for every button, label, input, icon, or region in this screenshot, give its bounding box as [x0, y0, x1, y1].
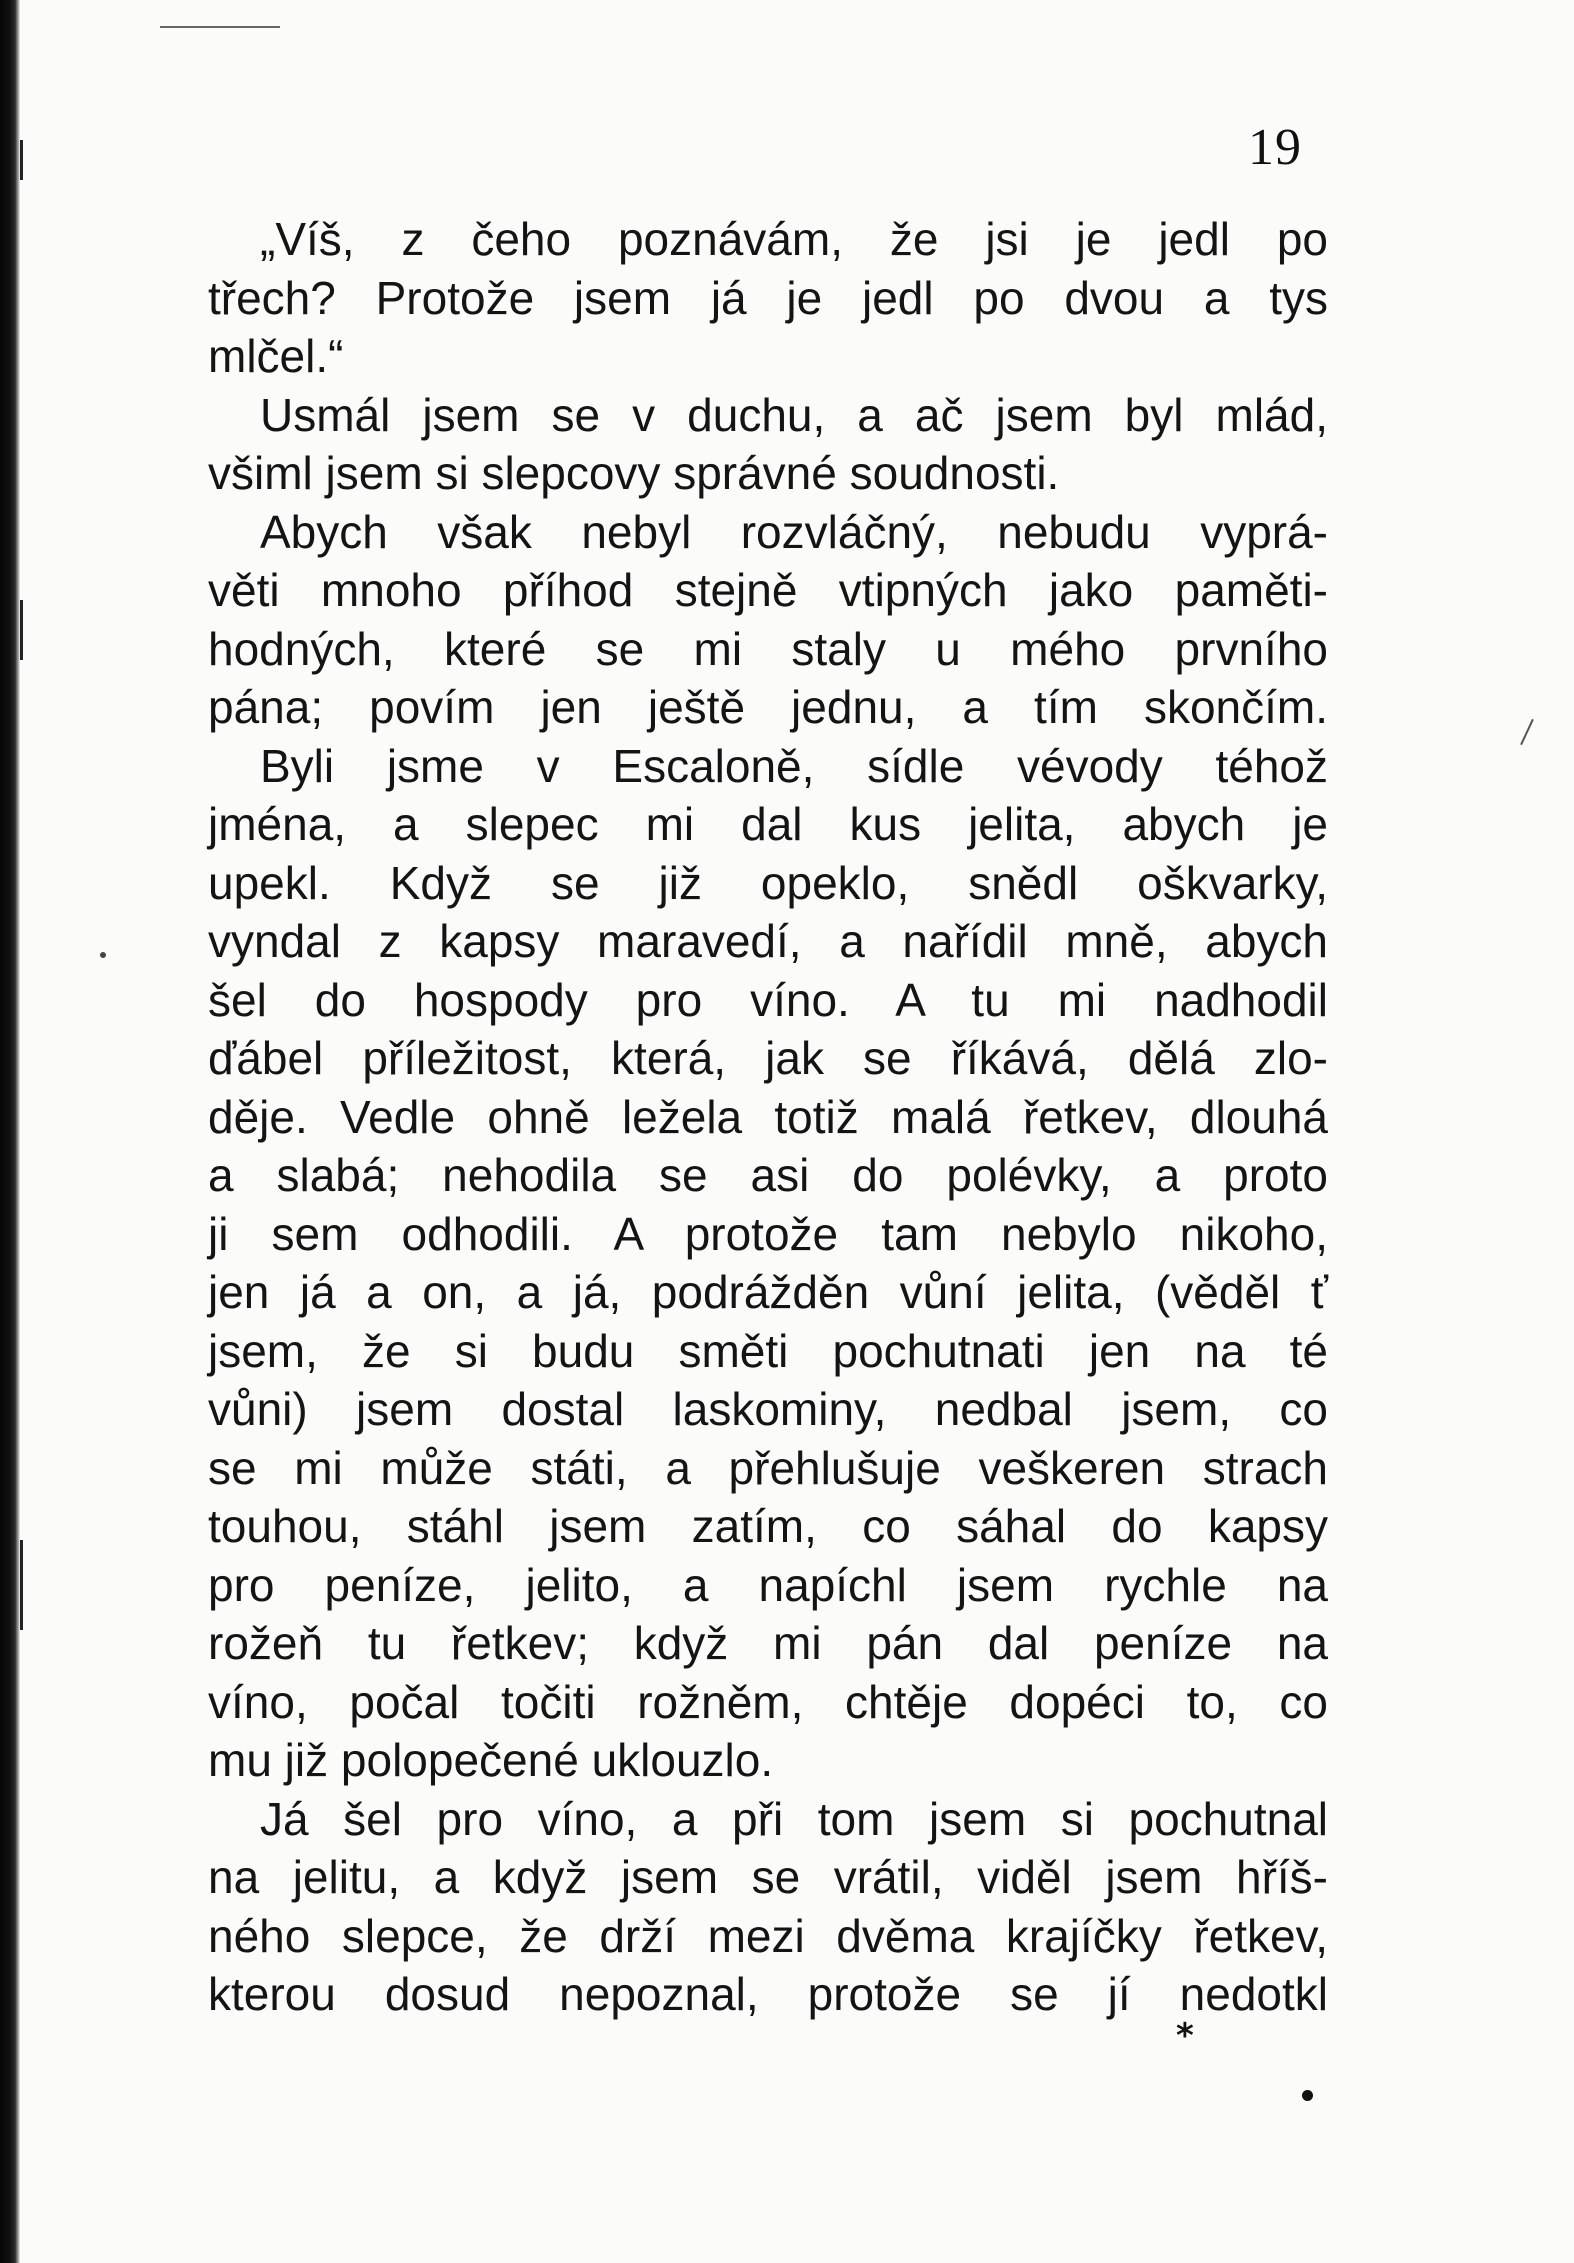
text-line: ného slepce, že drží mezi dvěma krajíčky řetkev,: [208, 1909, 1328, 1962]
text-line: Abych však nebyl rozvláčný, nebudu vyprá-: [260, 505, 1328, 558]
binding-edge: [0, 0, 20, 2263]
page-number: 19: [1248, 119, 1302, 176]
text-line: Usmál jsem se v duchu, a ač jsem byl mlád,: [260, 388, 1328, 441]
text-line: všiml jsem si slepcovy správné soudnosti.: [208, 447, 1060, 499]
text-line: Já šel pro víno, a při tom jsem si pochutnal: [260, 1792, 1328, 1845]
text-line: šel do hospody pro víno. A tu mi nadhodil: [208, 973, 1328, 1026]
ink-dot: [1302, 2090, 1313, 2101]
text-line: mu již polopečené uklouzlo.: [208, 1734, 774, 1786]
scan-artifact: [20, 140, 23, 180]
text-line: ďábel příležitost, která, jak se říkává, dělá zlo-: [208, 1032, 1328, 1084]
text-line: ji sem odhodili. A protože tam nebylo nikoho,: [208, 1207, 1328, 1260]
text-line: věti mnoho příhod stejně vtipných jako paměti-: [208, 564, 1328, 616]
scan-artifact: [20, 600, 23, 660]
text-line: jsem, že si budu směti pochutnati jen na té: [208, 1324, 1328, 1377]
text-line: touhou, stáhl jsem zatím, co sáhal do kapsy: [208, 1500, 1328, 1552]
text-line: na jelitu, a když jsem se vrátil, viděl jsem hříš-: [208, 1851, 1328, 1903]
text-line: upekl. Když se již opeklo, snědl oškvarky,: [208, 856, 1328, 909]
text-line: hodných, které se mi staly u mého prvního: [208, 622, 1328, 675]
text-line: vůni) jsem dostal laskominy, nedbal jsem, co: [208, 1383, 1328, 1435]
text-line: mlčel.“: [208, 330, 344, 382]
text-line: a slabá; nehodila se asi do polévky, a proto: [208, 1149, 1328, 1201]
text-line: pána; povím jen ještě jednu, a tím skončím.: [208, 681, 1328, 733]
text-line: „Víš, z čeho poznávám, že jsi je jedl po: [260, 213, 1328, 265]
text-line: děje. Vedle ohně ležela totiž malá řetkev, dlouhá: [208, 1090, 1328, 1143]
text-line: pro peníze, jelito, a napíchl jsem rychle na: [208, 1558, 1328, 1611]
text-line: Byli jsme v Escaloně, sídle vévody téhož: [260, 739, 1328, 792]
text-line: rožeň tu řetkev; když mi pán dal peníze na: [208, 1617, 1328, 1669]
text-line: třech? Protože jsem já je jedl po dvou a tys: [208, 271, 1328, 324]
text-line: se mi může státi, a přehlušuje veškeren strach: [208, 1441, 1328, 1494]
signature-mark: *: [1176, 2016, 1194, 2056]
scan-artifact: [20, 1540, 23, 1630]
text-line: víno, počal točiti rožněm, chtěje dopéci to, co: [208, 1675, 1328, 1728]
ink-dot: [100, 952, 106, 958]
margin-tick: [1520, 719, 1534, 745]
text-line: kterou dosud nepoznal, protože se jí nedotkl: [208, 1968, 1328, 2020]
body-text: [208, 210, 1328, 2024]
scan-artifact-rule: [160, 26, 280, 28]
text-line: jen já a on, a já, podrážděn vůní jelita, (věděl ť: [208, 1266, 1328, 1318]
text-line: jména, a slepec mi dal kus jelita, abych je: [208, 798, 1328, 850]
text-line: vyndal z kapsy maravedí, a nařídil mně, abych: [208, 915, 1328, 967]
